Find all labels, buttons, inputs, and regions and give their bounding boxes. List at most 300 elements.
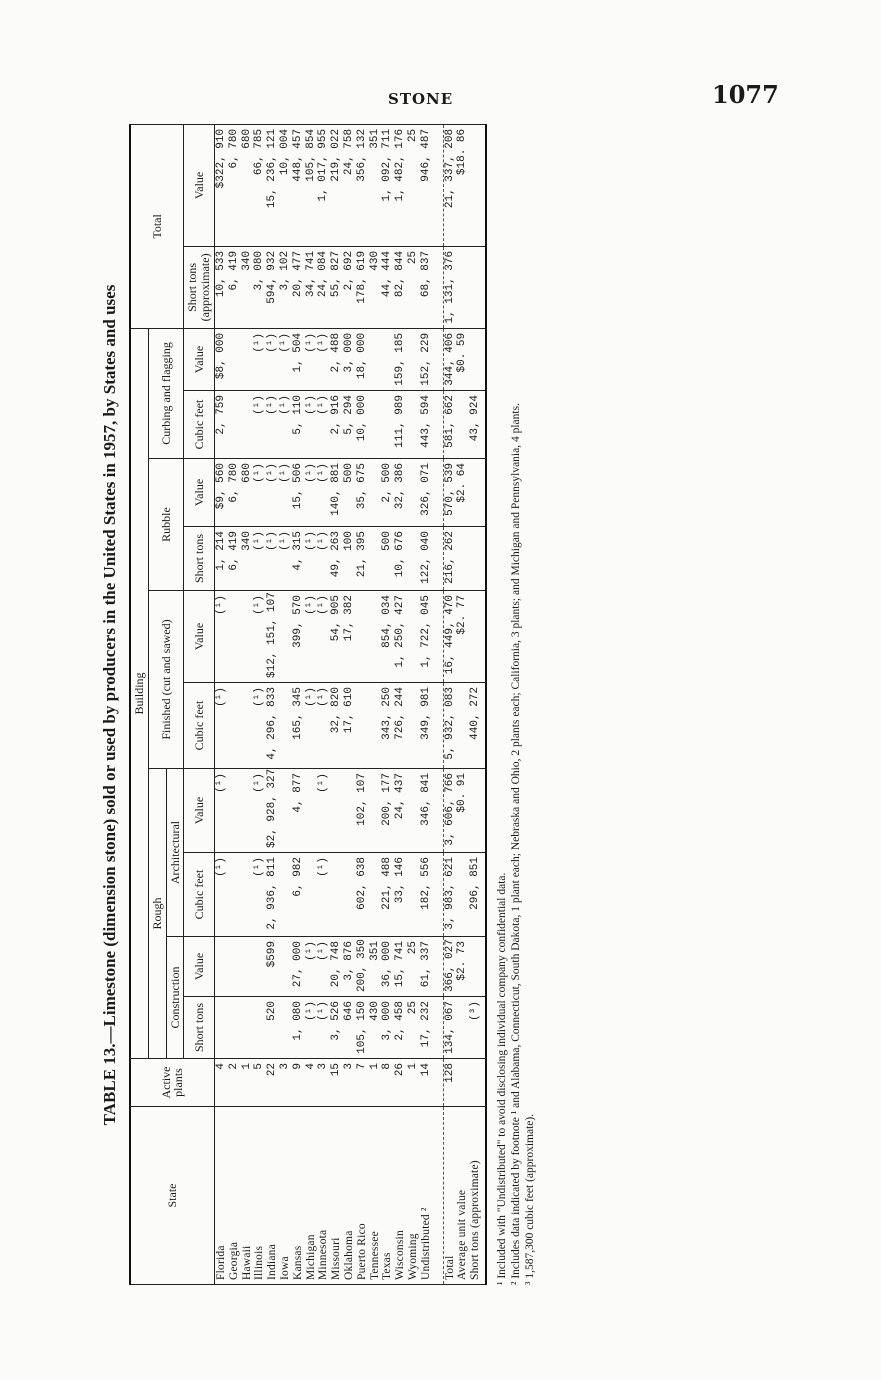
table-cell bbox=[253, 997, 266, 1059]
table-cell bbox=[214, 997, 227, 1059]
spacer-cell bbox=[433, 769, 444, 853]
spacer-cell bbox=[433, 459, 444, 527]
short-tons-approx-row bbox=[469, 124, 486, 1284]
table-title: TABLE 13.—Limestone (dimension stone) sold or used by producers in the United States in 1957, by States and uses bbox=[100, 284, 119, 1126]
table-cell: 443, 594 bbox=[420, 391, 433, 459]
table-cell: 4 bbox=[214, 1059, 227, 1107]
table-row bbox=[381, 124, 394, 1284]
table-cell bbox=[369, 683, 382, 769]
table-cell bbox=[369, 527, 382, 591]
table-cell: 17, 610 bbox=[343, 683, 356, 769]
table-cell bbox=[381, 328, 394, 390]
table-cell: $0. 59 bbox=[456, 328, 469, 390]
table-cell: (¹) bbox=[317, 683, 330, 769]
table-cell bbox=[214, 937, 227, 997]
table-cell: 3, 102 bbox=[279, 246, 292, 328]
table-cell: 200, 350 bbox=[356, 937, 369, 997]
table-cell: 3 bbox=[279, 1059, 292, 1107]
table-cell: 44, 444 bbox=[381, 246, 394, 328]
table-cell: (¹) bbox=[279, 391, 292, 459]
table-cell: 440, 272 bbox=[469, 683, 486, 769]
table-cell: 18, 000 bbox=[356, 328, 369, 390]
row-label: Tennessee bbox=[369, 1107, 382, 1285]
table-row bbox=[356, 124, 369, 1284]
table-cell: 82, 844 bbox=[394, 246, 407, 328]
table-cell bbox=[241, 683, 254, 769]
table-cell: (¹) bbox=[305, 527, 318, 591]
footnote-2: ² Includes data indicated by footnote ¹ and Alabama, Connecticut, South Dakota, 1 plant each; Nebraska and Ohio, 2 plants each; California, 3 plants; and Michigan and Pennsylvania, 4 plants. bbox=[509, 403, 522, 1285]
spacer-cell bbox=[433, 997, 444, 1059]
table-cell: 200, 177 bbox=[381, 769, 394, 853]
table-cell bbox=[228, 853, 241, 937]
table-cell: 343, 250 bbox=[381, 683, 394, 769]
table-cell: 24, 437 bbox=[394, 769, 407, 853]
table-cell: 10, 676 bbox=[394, 527, 407, 591]
table-row bbox=[279, 124, 292, 1284]
spacer-cell bbox=[433, 1059, 444, 1107]
table-cell: (¹) bbox=[317, 391, 330, 459]
table-cell: 1, 504 bbox=[292, 328, 305, 390]
table-cell bbox=[456, 527, 469, 591]
table-cell: 351 bbox=[369, 937, 382, 997]
table-cell bbox=[279, 937, 292, 997]
table-cell: 6, 419 bbox=[228, 527, 241, 591]
table-cell bbox=[456, 853, 469, 937]
table-cell: (¹) bbox=[317, 937, 330, 997]
table-cell bbox=[407, 328, 420, 390]
table-cell: 520 bbox=[266, 997, 279, 1059]
table-cell: 34, 741 bbox=[305, 246, 318, 328]
table-row bbox=[305, 124, 318, 1284]
table-cell: 3, 983, 621 bbox=[443, 853, 456, 937]
table-cell: 66, 785 bbox=[253, 124, 266, 246]
table-cell: (¹) bbox=[317, 591, 330, 683]
table-cell bbox=[305, 769, 318, 853]
row-label: Michigan bbox=[305, 1107, 318, 1285]
table-cell: (¹) bbox=[279, 459, 292, 527]
row-label: Total bbox=[443, 1107, 456, 1285]
table-cell bbox=[369, 459, 382, 527]
table-cell: 17, 232 bbox=[420, 997, 433, 1059]
table-cell: 159, 185 bbox=[394, 328, 407, 390]
table-cell: $2. 64 bbox=[456, 459, 469, 527]
table-cell: 1, 131, 376 bbox=[443, 246, 456, 328]
table-cell bbox=[407, 683, 420, 769]
table-cell bbox=[469, 1059, 486, 1107]
table-cell: (¹) bbox=[253, 527, 266, 591]
table-cell: 5, 110 bbox=[292, 391, 305, 459]
table-cell: 128 bbox=[443, 1059, 456, 1107]
architectural-value-header: Value bbox=[184, 769, 215, 853]
table-cell: 20, 748 bbox=[330, 937, 343, 997]
table-cell: 102, 107 bbox=[356, 769, 369, 853]
table-cell: 3, 606, 766 bbox=[443, 769, 456, 853]
row-label: Florida bbox=[214, 1107, 227, 1285]
table-cell bbox=[279, 591, 292, 683]
spacer-cell bbox=[433, 391, 444, 459]
table-cell: 6, 982 bbox=[292, 853, 305, 937]
table-cell: 7 bbox=[356, 1059, 369, 1107]
table-row bbox=[420, 124, 433, 1284]
table-cell: 680 bbox=[241, 124, 254, 246]
table-cell: 1, 017, 955 bbox=[317, 124, 330, 246]
table-row bbox=[214, 124, 227, 1284]
total-short-tons-header: Short tons (approximate) bbox=[184, 246, 215, 328]
table-cell: $2. 77 bbox=[456, 591, 469, 683]
table-cell bbox=[456, 997, 469, 1059]
table-cell: 9 bbox=[292, 1059, 305, 1107]
table-cell: 2, 500 bbox=[381, 459, 394, 527]
limestone-table bbox=[129, 124, 487, 1285]
table-row bbox=[228, 124, 241, 1284]
table-row bbox=[330, 124, 343, 1284]
table-cell: 105, 854 bbox=[305, 124, 318, 246]
table-cell: 399, 570 bbox=[292, 591, 305, 683]
table-cell bbox=[407, 391, 420, 459]
table-cell: 3 bbox=[343, 1059, 356, 1107]
table-cell bbox=[228, 591, 241, 683]
table-cell: 35, 675 bbox=[356, 459, 369, 527]
table-cell bbox=[279, 769, 292, 853]
table-cell: 430 bbox=[369, 997, 382, 1059]
table-cell: $0. 91 bbox=[456, 769, 469, 853]
table-cell: 6, 780 bbox=[228, 459, 241, 527]
table-cell: 3, 000 bbox=[381, 997, 394, 1059]
table-cell: 165, 345 bbox=[292, 683, 305, 769]
table-cell: 16, 449, 470 bbox=[443, 591, 456, 683]
table-cell bbox=[369, 391, 382, 459]
table-cell: 15, 236, 121 bbox=[266, 124, 279, 246]
table-cell: $2, 928, 327 bbox=[266, 769, 279, 853]
table-cell: 21, 337, 208 bbox=[443, 124, 456, 246]
finished-cubic-feet-header: Cubic feet bbox=[184, 683, 215, 769]
table-cell: 10, 004 bbox=[279, 124, 292, 246]
table-cell: 351 bbox=[369, 124, 382, 246]
table-cell: (¹) bbox=[253, 853, 266, 937]
table-cell: 182, 556 bbox=[420, 853, 433, 937]
table-cell: 8 bbox=[381, 1059, 394, 1107]
table-cell: 594, 932 bbox=[266, 246, 279, 328]
table-cell bbox=[469, 328, 486, 390]
architectural-header: Architectural bbox=[166, 769, 184, 937]
table-cell: 3, 526 bbox=[330, 997, 343, 1059]
row-label: Texas bbox=[381, 1107, 394, 1285]
table-cell: 14 bbox=[420, 1059, 433, 1107]
table-cell bbox=[228, 391, 241, 459]
table-cell: 1, 250, 427 bbox=[394, 591, 407, 683]
average-unit-value-row bbox=[456, 124, 469, 1284]
table-cell: (¹) bbox=[266, 527, 279, 591]
row-label: Oklahoma bbox=[343, 1107, 356, 1285]
table-cell: 3 bbox=[317, 1059, 330, 1107]
table-cell: 21, 395 bbox=[356, 527, 369, 591]
row-label: Wyoming bbox=[407, 1107, 420, 1285]
table-cell bbox=[279, 997, 292, 1059]
table-cell: (¹) bbox=[279, 328, 292, 390]
table-cell: $12, 151, 107 bbox=[266, 591, 279, 683]
table-body bbox=[214, 124, 485, 1284]
spacer-cell bbox=[433, 527, 444, 591]
table-cell bbox=[456, 683, 469, 769]
table-cell bbox=[241, 997, 254, 1059]
table-cell: (¹) bbox=[214, 591, 227, 683]
table-cell: 6, 780 bbox=[228, 124, 241, 246]
rubble-short-tons-header: Short tons bbox=[184, 527, 215, 591]
table-cell: $322, 910 bbox=[214, 124, 227, 246]
table-cell: 26 bbox=[394, 1059, 407, 1107]
table-cell: (¹) bbox=[317, 997, 330, 1059]
table-cell bbox=[241, 853, 254, 937]
table-cell: 15, 741 bbox=[394, 937, 407, 997]
table-cell bbox=[469, 246, 486, 328]
rubble-header: Rubble bbox=[148, 459, 184, 591]
table-cell: (¹) bbox=[253, 683, 266, 769]
table-cell bbox=[356, 683, 369, 769]
spacer-cell bbox=[433, 246, 444, 328]
row-label: Wisconsin bbox=[394, 1107, 407, 1285]
curbing-header: Curbing and flagging bbox=[148, 328, 184, 458]
construction-value-header: Value bbox=[184, 937, 215, 997]
table-cell bbox=[469, 459, 486, 527]
table-cell: 602, 638 bbox=[356, 853, 369, 937]
table-cell: 500 bbox=[343, 459, 356, 527]
table-cell: (¹) bbox=[214, 769, 227, 853]
table-cell: (¹) bbox=[253, 769, 266, 853]
finished-value-header: Value bbox=[184, 591, 215, 683]
table-cell bbox=[407, 527, 420, 591]
table-cell: $18. 86 bbox=[456, 124, 469, 246]
table-cell: 1, 092, 711 bbox=[381, 124, 394, 246]
table-cell: 68, 837 bbox=[420, 246, 433, 328]
table-cell: 2, 692 bbox=[343, 246, 356, 328]
table-cell: 111, 989 bbox=[394, 391, 407, 459]
table-cell: (¹) bbox=[317, 853, 330, 937]
row-label: Iowa bbox=[279, 1107, 292, 1285]
table-cell bbox=[369, 328, 382, 390]
table-cell: 430 bbox=[369, 246, 382, 328]
table-cell: 1, 214 bbox=[214, 527, 227, 591]
table-cell: (¹) bbox=[266, 391, 279, 459]
table-cell: 25 bbox=[407, 246, 420, 328]
table-cell bbox=[228, 769, 241, 853]
table-cell bbox=[330, 769, 343, 853]
table-cell: (¹) bbox=[253, 391, 266, 459]
row-label: Georgia bbox=[228, 1107, 241, 1285]
table-cell bbox=[456, 391, 469, 459]
table-cell: (¹) bbox=[305, 683, 318, 769]
active-plants-header: Active plants bbox=[130, 1059, 214, 1107]
table-cell: 22 bbox=[266, 1059, 279, 1107]
total-row bbox=[443, 124, 456, 1284]
table-cell: 43, 924 bbox=[469, 391, 486, 459]
table-cell bbox=[369, 769, 382, 853]
table-cell bbox=[241, 391, 254, 459]
row-label: Illinois bbox=[253, 1107, 266, 1285]
table-row bbox=[253, 124, 266, 1284]
table-cell: 32, 386 bbox=[394, 459, 407, 527]
table-cell: 296, 851 bbox=[469, 853, 486, 937]
table-cell: 20, 477 bbox=[292, 246, 305, 328]
spacer-cell bbox=[433, 1107, 444, 1285]
rough-header: Rough bbox=[148, 769, 166, 1059]
table-cell: (¹) bbox=[317, 527, 330, 591]
rubble-value-header: Value bbox=[184, 459, 215, 527]
spacer-cell bbox=[433, 683, 444, 769]
table-cell: 61, 337 bbox=[420, 937, 433, 997]
page-header bbox=[0, 78, 881, 118]
table-cell: (¹) bbox=[305, 997, 318, 1059]
table-cell: 646 bbox=[343, 997, 356, 1059]
table-cell bbox=[456, 246, 469, 328]
table-cell bbox=[279, 683, 292, 769]
running-head: STONE bbox=[388, 90, 454, 108]
table-cell: $599 bbox=[266, 937, 279, 997]
table-cell: (¹) bbox=[266, 459, 279, 527]
table-row bbox=[292, 124, 305, 1284]
table-cell: 680 bbox=[241, 459, 254, 527]
table-cell: $9, 560 bbox=[214, 459, 227, 527]
row-label: Puerto Rico bbox=[356, 1107, 369, 1285]
table-cell: 5, 932, 083 bbox=[443, 683, 456, 769]
table-cell: 32, 820 bbox=[330, 683, 343, 769]
table-cell: 344, 406 bbox=[443, 328, 456, 390]
footnote-3: ³ 1,587,300 cubic feet (approximate). bbox=[523, 1113, 536, 1285]
table-row bbox=[407, 124, 420, 1284]
table-cell: (¹) bbox=[253, 591, 266, 683]
table-cell: (¹) bbox=[305, 328, 318, 390]
table-cell: 3, 000 bbox=[343, 328, 356, 390]
table-cell bbox=[407, 591, 420, 683]
table-cell: 49, 263 bbox=[330, 527, 343, 591]
table-cell: 33, 146 bbox=[394, 853, 407, 937]
table-cell bbox=[279, 853, 292, 937]
table-cell: (³) bbox=[469, 997, 486, 1059]
table-cell bbox=[228, 997, 241, 1059]
table-cell: 2, 936, 811 bbox=[266, 853, 279, 937]
table-cell bbox=[469, 124, 486, 246]
table-row bbox=[343, 124, 356, 1284]
table-cell: 4, 296, 833 bbox=[266, 683, 279, 769]
table-cell: 6, 419 bbox=[228, 246, 241, 328]
table-cell: 349, 981 bbox=[420, 683, 433, 769]
table-cell: 346, 841 bbox=[420, 769, 433, 853]
table-cell bbox=[241, 769, 254, 853]
finished-header: Finished (cut and sawed) bbox=[148, 591, 184, 769]
table-row bbox=[369, 124, 382, 1284]
table-cell: 1 bbox=[369, 1059, 382, 1107]
table-cell: 140, 881 bbox=[330, 459, 343, 527]
total-value-header: Value bbox=[184, 124, 215, 246]
table-cell: 4, 877 bbox=[292, 769, 305, 853]
table-cell: (¹) bbox=[317, 328, 330, 390]
footnotes bbox=[495, 125, 537, 1285]
table-cell: (¹) bbox=[305, 391, 318, 459]
spacer-cell bbox=[433, 124, 444, 246]
table-cell: 100 bbox=[343, 527, 356, 591]
table-cell bbox=[343, 769, 356, 853]
table-cell: 152, 229 bbox=[420, 328, 433, 390]
table-row bbox=[394, 124, 407, 1284]
table-cell bbox=[407, 459, 420, 527]
table-cell: $8, 000 bbox=[214, 328, 227, 390]
table-cell: 1 bbox=[241, 1059, 254, 1107]
row-label: Kansas bbox=[292, 1107, 305, 1285]
table-cell bbox=[241, 937, 254, 997]
footnote-1: ¹ Included with "Undistributed" to avoid disclosing individual company confidential data. bbox=[495, 872, 508, 1285]
table-cell: 36, 000 bbox=[381, 937, 394, 997]
table-row bbox=[266, 124, 279, 1284]
table-cell: 356, 132 bbox=[356, 124, 369, 246]
table-cell bbox=[356, 591, 369, 683]
table-cell: 2, 759 bbox=[214, 391, 227, 459]
table-cell: 24, 758 bbox=[343, 124, 356, 246]
table-cell: 15, 506 bbox=[292, 459, 305, 527]
curbing-value-header: Value bbox=[184, 328, 215, 390]
table-cell bbox=[330, 853, 343, 937]
table-cell: 219, 022 bbox=[330, 124, 343, 246]
page-number: 1077 bbox=[712, 80, 779, 109]
table-cell: 570, 539 bbox=[443, 459, 456, 527]
row-label: Undistributed ² bbox=[420, 1107, 433, 1285]
rotated-table-block bbox=[95, 125, 635, 1285]
table-cell bbox=[241, 328, 254, 390]
total-header: Total bbox=[130, 124, 184, 328]
table-cell: (¹) bbox=[253, 459, 266, 527]
architectural-cubic-feet-header: Cubic feet bbox=[184, 853, 215, 937]
table-cell: 1 bbox=[407, 1059, 420, 1107]
spacer-cell bbox=[433, 937, 444, 997]
table-cell: (¹) bbox=[305, 459, 318, 527]
table-cell: 134, 067 bbox=[443, 997, 456, 1059]
table-cell: 326, 071 bbox=[420, 459, 433, 527]
table-cell bbox=[305, 853, 318, 937]
table-cell: 1, 482, 176 bbox=[394, 124, 407, 246]
row-label: Indiana bbox=[266, 1107, 279, 1285]
table-row bbox=[317, 124, 330, 1284]
table-cell bbox=[469, 769, 486, 853]
table-cell: 122, 040 bbox=[420, 527, 433, 591]
table-cell: (¹) bbox=[305, 591, 318, 683]
table-cell bbox=[228, 683, 241, 769]
table-cell: 448, 457 bbox=[292, 124, 305, 246]
table-cell: (¹) bbox=[317, 769, 330, 853]
table-cell bbox=[241, 591, 254, 683]
row-label: Minnesota bbox=[317, 1107, 330, 1285]
table-cell bbox=[343, 853, 356, 937]
table-cell: (¹) bbox=[279, 527, 292, 591]
table-cell: 2, 488 bbox=[330, 328, 343, 390]
building-header: Building bbox=[130, 328, 148, 1058]
table-cell bbox=[456, 1059, 469, 1107]
table-cell: 500 bbox=[381, 527, 394, 591]
table-cell: $2. 73 bbox=[456, 937, 469, 997]
table-cell: 25 bbox=[407, 997, 420, 1059]
table-cell: (¹) bbox=[266, 328, 279, 390]
table-cell: (¹) bbox=[214, 853, 227, 937]
table-cell bbox=[469, 527, 486, 591]
table-cell: 4 bbox=[305, 1059, 318, 1107]
table-cell: 221, 488 bbox=[381, 853, 394, 937]
table-cell: 581, 662 bbox=[443, 391, 456, 459]
spacer-row bbox=[433, 124, 444, 1284]
construction-short-tons-header: Short tons bbox=[184, 997, 215, 1059]
table-cell: 54, 905 bbox=[330, 591, 343, 683]
table-cell: (¹) bbox=[253, 328, 266, 390]
table-cell: 24, 084 bbox=[317, 246, 330, 328]
table-cell: 105, 150 bbox=[356, 997, 369, 1059]
table-cell: 27, 000 bbox=[292, 937, 305, 997]
row-label: Short tons (approximate) bbox=[469, 1107, 486, 1285]
